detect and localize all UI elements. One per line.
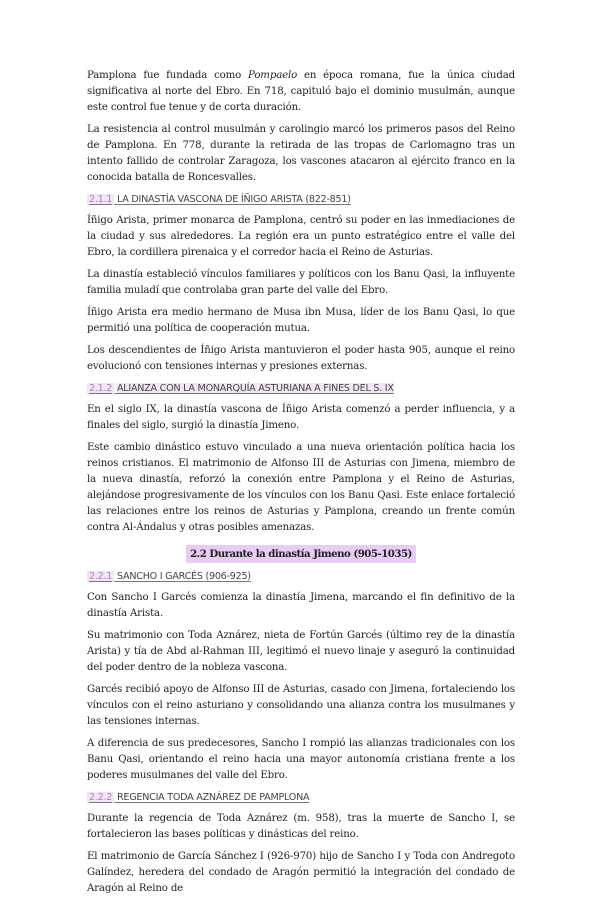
paragraph-banu-qasi: La dinastía estableció vínculos familiares y políticos con los Banu Qasi, la influyente familia muladí que controlaba gran parte del valle del Ebro. [87,269,515,296]
heading-number: 2.1.2 [89,383,113,394]
heading-number: 2.2.1 [89,571,113,582]
heading-2-1-1 [87,192,515,208]
paragraph-descendants: Los descendientes de Íñigo Arista mantuvieron el poder hasta 905, aunque el reino evolucionó con tensiones internas y presiones externas. [87,345,515,372]
paragraph-regency: Durante la regencia de Toda Aznárez (m. 958), tras la muerte de Sancho I, se fortalecieron las bases políticas y dinásticas del reino. [87,813,515,840]
paragraph-resistance: La resistencia al control musulmán y carolingio marcó los primeros pasos del Reino de Pamplona. En 778, durante la retirada de las tropas de Carlomagno tras un intento fallido de controlar Zaragoza, los vascones atacaron al ejército franco en la conocida batalla de Roncesvalles. [87,124,515,183]
paragraph-garcia-sanchez: El matrimonio de García Sánchez I (926-970) hijo de Sancho I y Toda con Andregoto Galíndez, heredera del condado de Aragón permitió la integración del condado de Aragón al Reino de [87,851,515,894]
heading-2-1-2 [87,381,515,397]
paragraph-text: en época romana, fue la única ciudad significativa al norte del Ebro. En 718, capituló bajo el dominio musulmán, aunque este control fue tenue y de corta duración. [87,70,515,113]
heading-2-2: 2.2 Durante la dinastía Jimeno (905-1035) [186,545,416,563]
paragraph-alfonso-support: Garcés recibió apoyo de Alfonso III de Asturias, casado con Jimena, fortaleciendo los vínculos con el reino asturiano y consolidando una alianza contra los musulmanes y las tensiones internas. [87,684,515,727]
paragraph-break-alliances: A diferencia de sus predecesores, Sancho I rompió las alianzas tradicionales con los Banu Qasi, orientando el reino hacia una mayor autonomía cristiana frente a los poderes musulmanes del valle del Ebro. [87,738,515,781]
heading-2-2-2 [87,790,515,806]
heading-text: REGENCIA TODA AZNÁREZ DE PAMPLONA [116,792,310,803]
heading-number: 2.2.2 [89,792,113,803]
latin-name-pompaelo: Pompaelo [248,70,298,81]
heading-2-2-1 [87,569,515,585]
paragraph-musa-ibn-musa: Íñigo Arista era medio hermano de Musa ibn Musa, líder de los Banu Qasi, lo que permitió una política de cooperación mutua. [87,307,515,334]
paragraph-inigo-arista: Íñigo Arista, primer monarca de Pamplona, centró su poder en las inmediaciones de la ciudad y sus alrededores. La región era un punto estratégico entre el valle del Ebro, la cordillera pirenaica y el corredor hacia el Reino de Asturias. [87,215,515,258]
document-page [87,68,515,903]
paragraph-text: Pamplona fue fundada como [87,70,249,81]
heading-text: SANCHO I GARCÉS (906-925) [116,571,251,582]
paragraph-ninth-century: En el siglo IX, la dinastía vascona de Íñigo Arista comenzó a perder influencia, y a finales del siglo, surgió la dinastía Jimeno. [87,404,515,431]
heading-2-2-wrapper [87,542,515,563]
paragraph-pamplona-founding [87,68,515,116]
heading-text: LA DINASTÍA VASCONA DE ÍÑIGO ARISTA (822-851) [116,194,351,205]
paragraph-sancho-garces: Con Sancho I Garcés comienza la dinastía Jimena, marcando el fin definitivo de la dinastía Arista. [87,592,515,619]
heading-text: ALIANZA CON LA MONARQUÍA ASTURIANA A FINES DEL S. IX [116,383,394,394]
paragraph-toda-aznarez-marriage: Su matrimonio con Toda Aznárez, nieta de Fortún Garcés (último rey de la dinastía Arista) y tía de Abd al-Rahman III, legitimó el nuevo linaje y aseguró la continuidad del poder dentro de la nobleza vascona. [87,630,515,673]
paragraph-dynastic-change: Este cambio dinástico estuvo vinculado a una nueva orientación política hacia los reinos cristianos. El matrimonio de Alfonso III de Asturias con Jimena, miembro de la nueva dinastía, reforzó la conexión entre Pamplona y el Reino de Asturias, alejándose progresivamente de los vínculos con los Banu Qasi. Este enlace fortaleció las relaciones entre los reinos de Asturias y Pamplona, creando un frente común contra Al-Ándalus y otras posibles amenazas. [87,442,515,533]
heading-number: 2.1.1 [89,194,113,205]
